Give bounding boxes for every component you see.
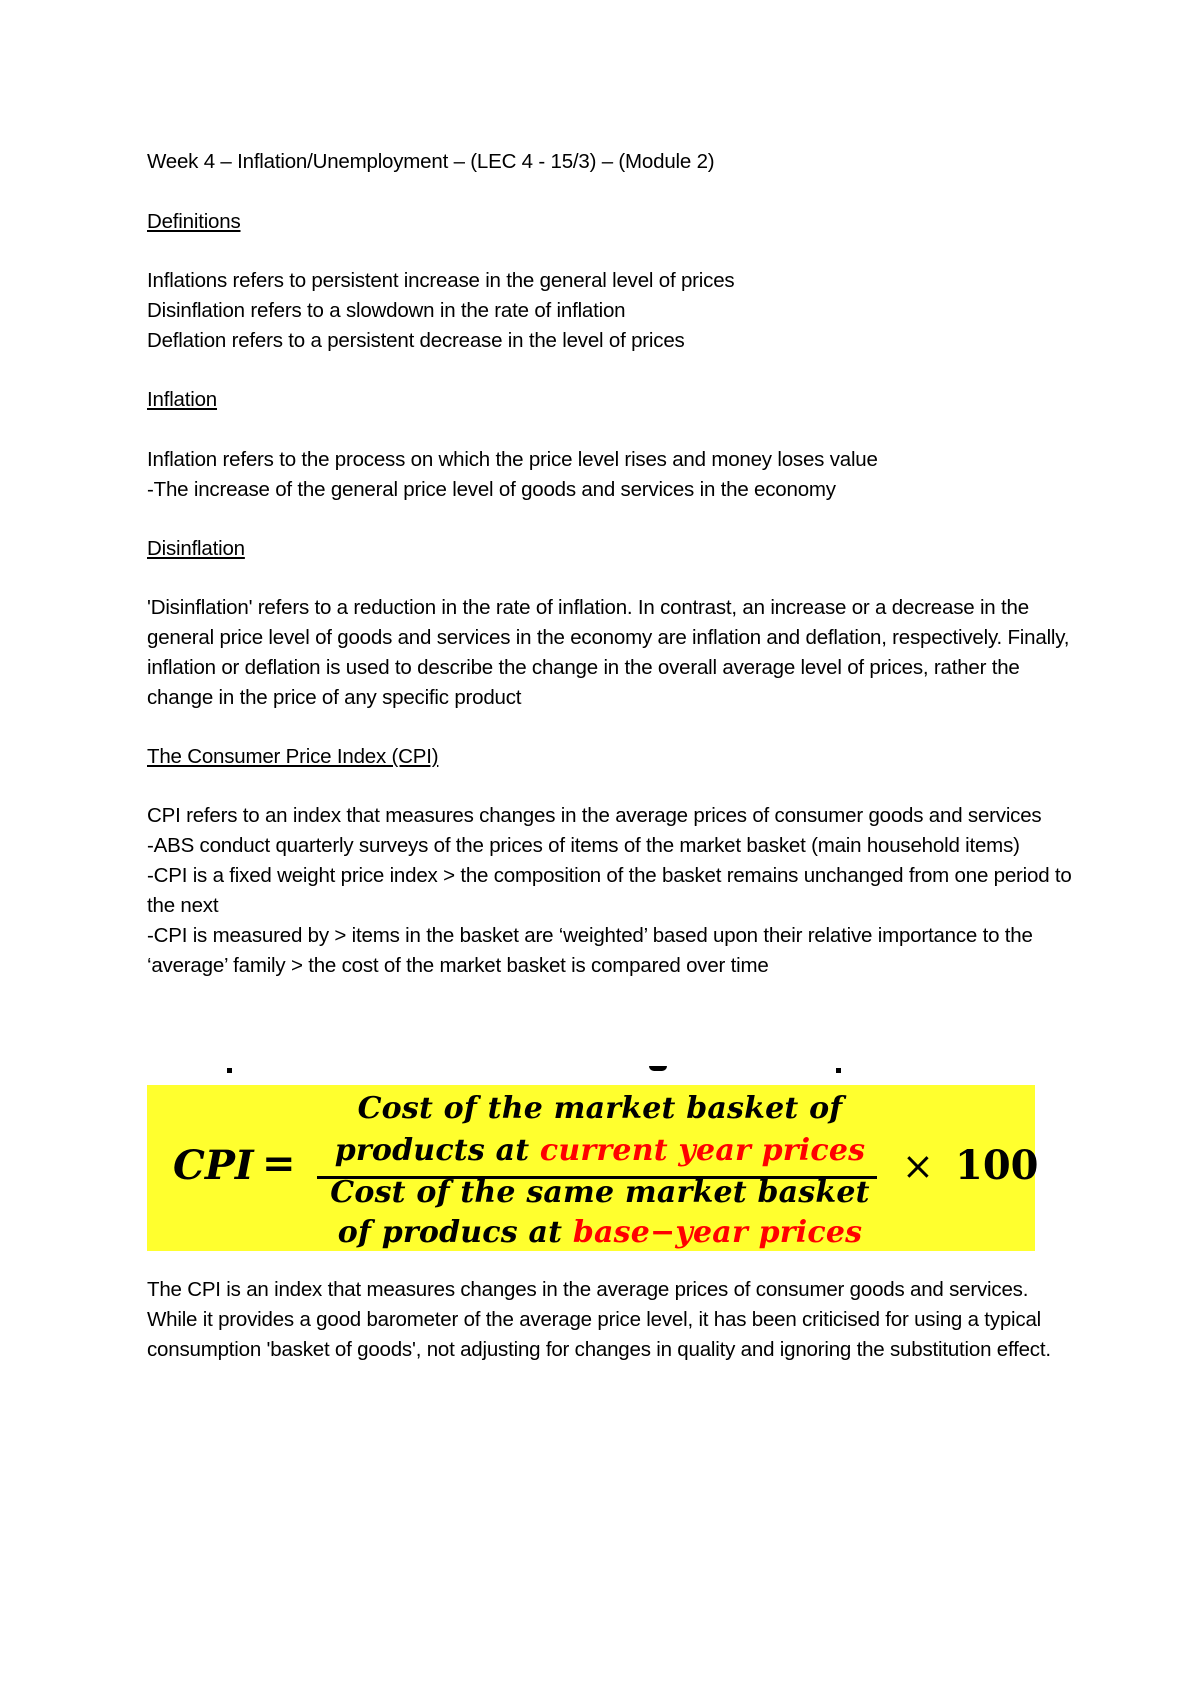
formula-equals: =: [262, 1140, 296, 1187]
cpi-line: -CPI is a fixed weight price index > the composition of the basket remains unchanged from one period to the next: [147, 864, 1072, 917]
cpi-line: CPI refers to an index that measures changes in the average prices of consumer goods and services: [147, 804, 1042, 827]
inflation-line: -The increase of the general price level of goods and services in the economy: [147, 478, 836, 501]
formula-numerator-line: [315, 1131, 885, 1171]
definition-line: Disinflation refers to a slowdown in the rate of inflation: [147, 299, 626, 322]
page-title: Week 4 – Inflation/Unemployment – (LEC 4 - 15/3) – (Module 2): [147, 150, 715, 173]
disinflation-heading: Disinflation: [147, 537, 245, 560]
cpi-formula-image: [147, 1085, 1039, 1251]
formula-numerator-line: Cost of the market basket of: [357, 1091, 843, 1126]
cpi-heading: The Consumer Price Index (CPI): [147, 745, 439, 768]
definitions-heading: Definitions: [147, 210, 241, 233]
cpi-line: -ABS conduct quarterly surveys of the prices of items of the market basket (main household items): [147, 834, 1020, 857]
definition-line: Deflation refers to a persistent decrease in the level of prices: [147, 329, 685, 352]
cpi-line: -CPI is measured by > items in the basket are ‘weighted’ based upon their relative importance to the ‘average’ family > the cost of the market basket is compared over time: [147, 924, 1033, 977]
formula-text: products at: [334, 1133, 540, 1168]
inflation-line: Inflation refers to the process on which the price level rises and money loses value: [147, 448, 878, 471]
formula-highlight: current year prices: [539, 1133, 866, 1168]
formula-denominator-line: [315, 1213, 885, 1253]
inflation-text: [147, 445, 1077, 505]
definitions-list: [147, 266, 1077, 356]
stray-mark: [227, 1068, 232, 1073]
formula-lhs: CPI: [173, 1142, 254, 1189]
definition-line: Inflations refers to persistent increase in the general level of prices: [147, 269, 735, 292]
inflation-heading: Inflation: [147, 388, 218, 411]
formula-highlight: base−year prices: [572, 1215, 863, 1250]
disinflation-paragraph: 'Disinflation' refers to a reduction in the rate of inflation. In contrast, an increase or a decrease in the general price level of goods and services in the economy are inflation and deflation, respectively. Finally, inflation or deflation is used to describe the change in the overall average level of prices, rather the change in the price of any specific product: [147, 596, 1070, 709]
stray-mark: [836, 1068, 841, 1073]
formula-text: of producs at: [337, 1215, 573, 1250]
closing-paragraph: The CPI is an index that measures changes in the average prices of consumer goods and services. While it provides a good barometer of the average price level, it has been criticised for using a typical consumption 'basket of goods', not adjusting for changes in quality and ignoring the substitution effect.: [147, 1278, 1051, 1361]
formula-denominator-line: Cost of the same market basket: [330, 1175, 870, 1210]
formula-times: ×: [902, 1144, 934, 1188]
stray-mark: [649, 1066, 667, 1071]
cpi-text: [147, 801, 1072, 981]
formula-multiplier: 100: [955, 1142, 1039, 1189]
